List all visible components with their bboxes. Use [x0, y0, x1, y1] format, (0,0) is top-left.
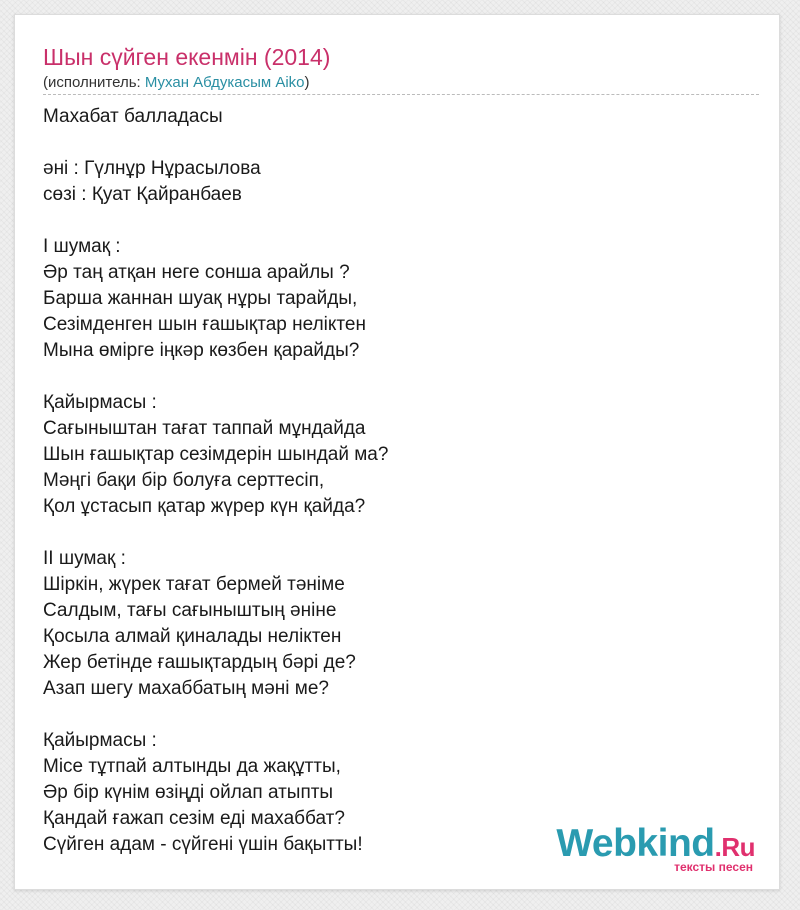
lyric-line: II шумақ :: [43, 548, 126, 569]
logo-tld: .Ru: [714, 832, 755, 862]
lyric-line: I шумақ :: [43, 236, 121, 257]
lyric-line: Жер бетінде ғашықтардың бәрі де?: [43, 652, 356, 673]
lyric-line: Місе тұтпай алтынды да жақұтты,: [43, 756, 341, 777]
title-divider: [43, 94, 759, 95]
lyrics-body: [43, 104, 759, 858]
webkind-logo[interactable]: [556, 822, 755, 874]
lyric-line: Мына өмірге іңкәр көзбен қарайды?: [43, 340, 360, 361]
lyric-line: әні : Гүлнұр Нұрасылова: [43, 158, 261, 179]
performer-suffix: ): [304, 74, 310, 91]
performer-line: [43, 74, 310, 92]
lyric-blank-line: [43, 520, 759, 546]
lyric-line: Шын ғашықтар сезімдерін шындай ма?: [43, 444, 389, 465]
lyric-line: Қол ұстасып қатар жүрер күн қайда?: [43, 496, 366, 517]
lyric-line: Барша жаннан шуақ нұры тарайды,: [43, 288, 358, 309]
performer-link[interactable]: Мухан Абдукасым Aiko: [144, 74, 305, 91]
lyric-blank-line: [43, 208, 759, 234]
lyric-line: Қайырмасы :: [43, 730, 157, 751]
song-title: Шын сүйген екенмін (2014): [43, 44, 331, 70]
logo-tagline: тексты песен: [674, 860, 753, 874]
lyric-blank-line: [43, 130, 759, 156]
lyric-line: Мәңгі бақи бір болуға серттесіп,: [43, 470, 325, 491]
lyric-line: Қосыла алмай қиналады неліктен: [43, 626, 342, 647]
lyric-blank-line: [43, 364, 759, 390]
lyric-line: Әр бір күнім өзіңді ойлап атыпты: [43, 782, 334, 803]
logo-main-text: Webkind: [556, 822, 715, 865]
lyric-line: Әр таң атқан неге сонша арайлы ?: [43, 262, 350, 283]
lyric-blank-line: [43, 702, 759, 728]
lyric-line: Сүйген адам - сүйгені үшін бақытты!: [43, 834, 363, 855]
lyric-line: Сағыныштан тағат таппай мұндайда: [43, 418, 366, 439]
performer-prefix: (исполнитель:: [43, 74, 145, 91]
lyric-line: Махабат балладасы: [43, 106, 223, 127]
lyric-line: Сезімденген шын ғашықтар неліктен: [43, 314, 366, 335]
lyric-line: Қандай ғажап сезім еді махаббат?: [43, 808, 345, 829]
lyric-line: сөзі : Қуат Қайранбаев: [43, 184, 242, 205]
lyric-line: Қайырмасы :: [43, 392, 157, 413]
lyric-line: Шіркін, жүрек тағат бермей тәніме: [43, 574, 345, 595]
lyrics-card: [14, 14, 780, 890]
lyric-line: Салдым, тағы сағыныштың әніне: [43, 600, 337, 621]
lyric-line: Азап шегу махаббатың мәні ме?: [43, 678, 329, 699]
